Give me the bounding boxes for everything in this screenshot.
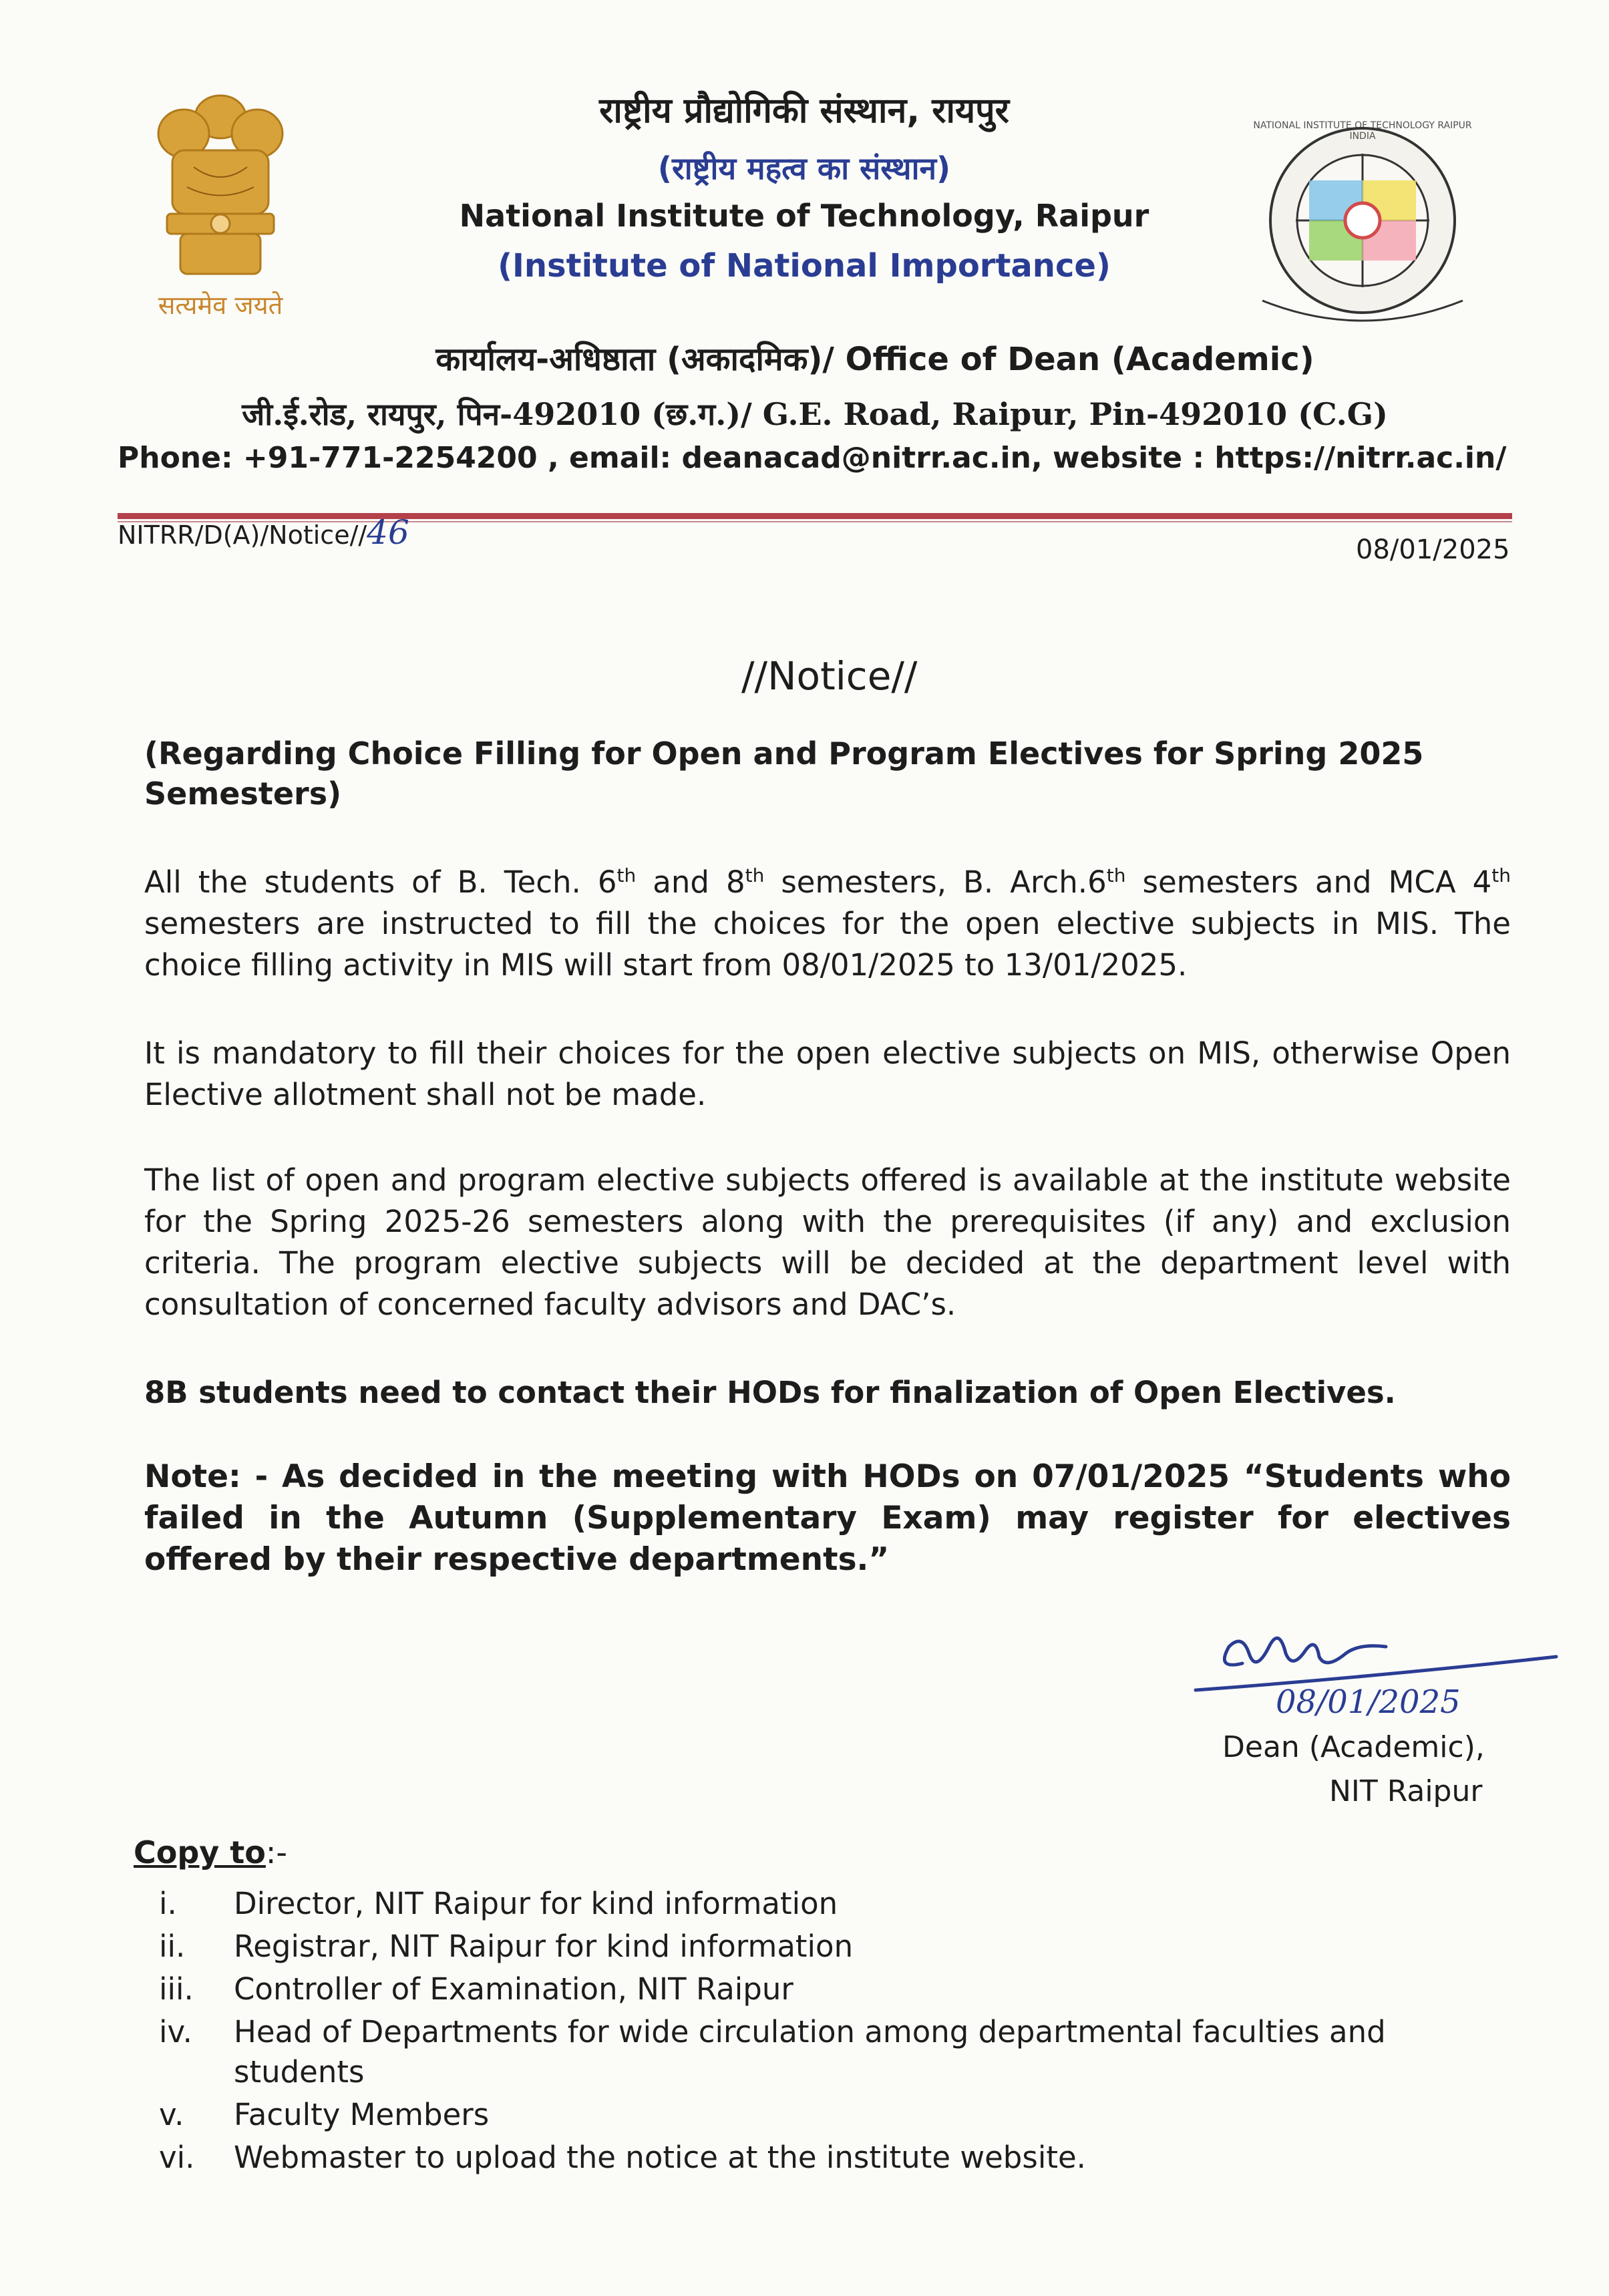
contact-line: Phone: +91-771-2254200 , email: deanacad@nitrr.ac.in, website : https://nitrr.ac.in/ [118,441,1507,475]
institute-name-english: National Institute of Technology, Raipur [459,198,1149,234]
emblem-motto: सत्यमेव जयते [158,291,283,320]
paragraph-2: It is mandatory to fill their choices for the open elective subjects on MIS, otherwise Open Elective allotment shall not be made. [144,1035,1511,1112]
copy-to-heading: Copy to:- [134,1834,287,1870]
national-emblem [140,87,301,320]
signature [1189,1617,1563,1721]
list-item: ii. Registrar, NIT Raipur for kind information [159,1929,854,1964]
office-line: कार्यालय-अधिष्ठाता (अकादमिक)/ Office of Dean (Academic) [435,341,1314,378]
paragraph-4: 8B students need to contact their HODs for finalization of Open Electives. [144,1375,1396,1410]
notice-subject: (Regarding Choice Filling for Open and Program Electives for Spring 2025 Semesters) [144,735,1424,812]
notice-title: //Notice// [741,653,918,699]
institute-subtitle-english: (Institute of National Importance) [498,247,1111,285]
reference-number: NITRR/D(A)/Notice// [118,520,367,550]
logo-ring-text: NATIONAL INSTITUTE OF TECHNOLOGY RAIPUR INDIA [1253,120,1472,142]
reference-line [118,513,409,552]
paragraph-1: All the students of B. Tech. 6th and 8th semesters, B. Arch.6th semesters and MCA 4th semesters are instructed to fill the choices for the open elective subjects in MIS. The choice filling activity in MIS will start from 08/01/2025 to 13/01/2025. [144,864,1511,983]
list-item: i. Director, NIT Raipur for kind information [159,1886,838,1921]
list-item: iv. Head of Departments for wide circulation among departmental faculties and students [159,2014,1386,2090]
institute-subtitle-hindi: (राष्ट्रीय महत्व का संस्थान) [657,150,951,186]
lion-capital-icon [140,87,301,287]
list-item: v. Faculty Members [159,2097,490,2132]
institute-name-hindi: राष्ट्रीय प्रौद्योगिकी संस्थान, रायपुर [599,91,1009,131]
signatory-designation: Dean (Academic), [1222,1730,1485,1764]
handwritten-reference-number: 46 [367,513,409,552]
list-item: vi. Webmaster to upload the notice at the institute website. [159,2140,1086,2175]
copy-to-list [147,1884,1509,2180]
paragraph-3: The list of open and program elective subjects offered is available at the institute website for the Spring 2025-26 semesters along with the prerequisites (if any) and exclusion criteria. The program elective subjects will be decided at the department level with consultation of concerned faculty advisors and DAC’s. [144,1162,1511,1322]
notice-date: 08/01/2025 [1356,534,1510,565]
paragraph-5: Note: - As decided in the meeting with HODs on 07/01/2025 “Students who failed in the Autumn (Supplementary Exam) may register for electives offered by their respective departments.” [144,1458,1511,1578]
list-item: iii. Controller of Examination, NIT Raipur [159,1971,793,2007]
address-line: जी.ई.रोड, रायपुर, पिन-492010 (छ.ग.)/ G.E. Road, Raipur, Pin-492010 (C.G) [242,396,1388,432]
signatory-institute: NIT Raipur [1329,1774,1483,1808]
signature-date: 08/01/2025 [1276,1683,1461,1721]
